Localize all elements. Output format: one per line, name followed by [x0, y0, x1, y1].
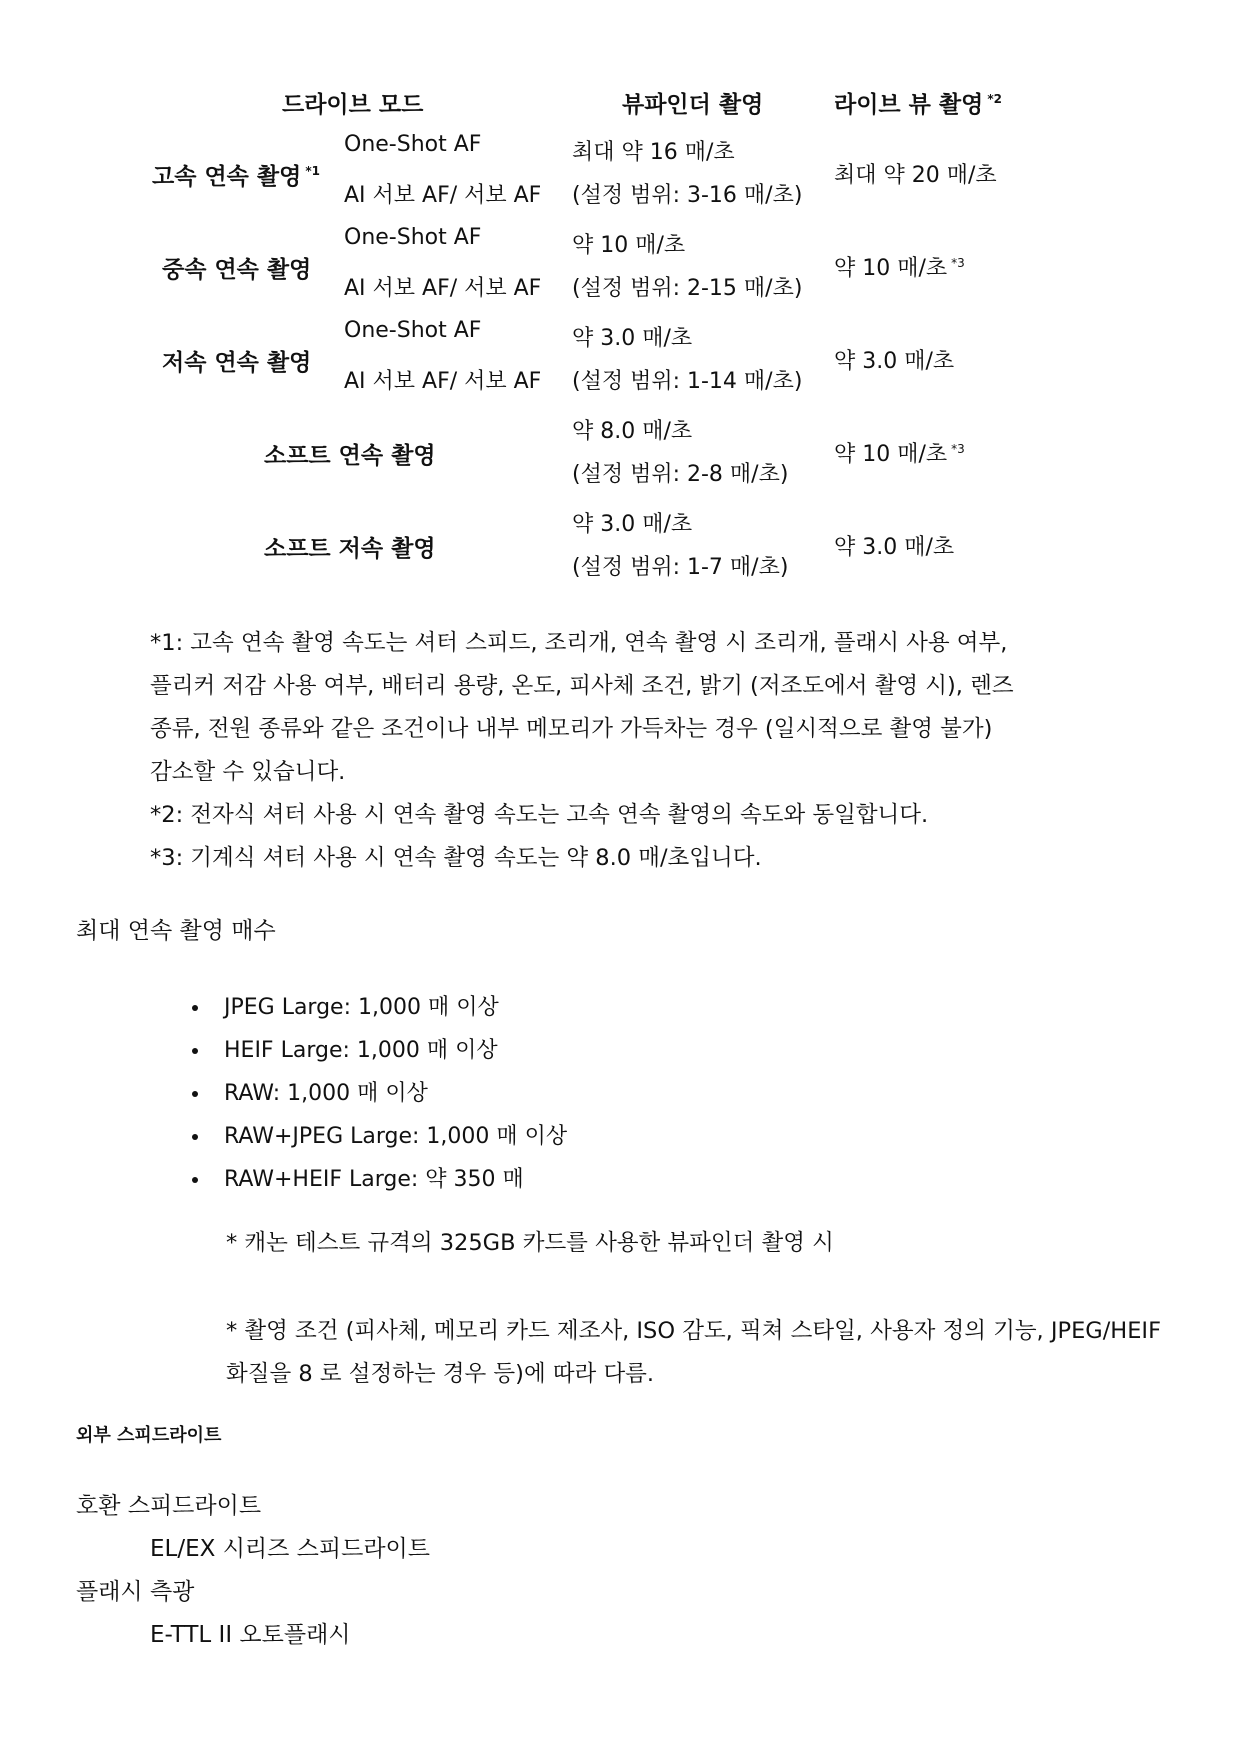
- footnote-1-line: 플리커 저감 사용 여부, 배터리 용량, 온도, 피사체 조건, 밝기 (저조도에서 촬영 시), 렌즈: [150, 673, 1014, 699]
- flash-metering-label: 플래시 측광: [76, 1579, 195, 1605]
- live-view-speed-value: 약 3.0 매/초: [834, 535, 955, 560]
- af-mode-servo: AI 서보 AF/ 서보 AF: [344, 183, 542, 208]
- footnote-mark: *1: [305, 164, 320, 179]
- list-item: JPEG Large: 1,000 매 이상: [190, 986, 567, 1029]
- af-mode-servo: AI 서보 AF/ 서보 AF: [344, 369, 542, 394]
- live-view-speed: [834, 437, 965, 468]
- viewfinder-range: (설정 범위: 2-15 매/초): [572, 276, 803, 301]
- list-item: RAW: 1,000 매 이상: [190, 1072, 567, 1115]
- footnote-2: *2: 전자식 셔터 사용 시 연속 촬영 속도는 고속 연속 촬영의 속도와 동일합니다.: [150, 802, 929, 828]
- af-mode-one-shot: One-Shot AF: [344, 225, 482, 250]
- af-mode-one-shot: One-Shot AF: [344, 132, 482, 157]
- compat-speedlite-label: 호환 스피드라이트: [76, 1493, 262, 1519]
- list-item: HEIF Large: 1,000 매 이상: [190, 1029, 567, 1072]
- drive-mode-name: 소프트 저속 촬영: [264, 536, 436, 562]
- drive-mode-name: 저속 연속 촬영: [162, 350, 312, 376]
- live-view-speed-value: 최대 약 20 매/초: [834, 163, 997, 188]
- header-viewfinder: 뷰파인더 촬영: [622, 92, 764, 118]
- drive-mode-label: [162, 251, 315, 284]
- viewfinder-range: (설정 범위: 3-16 매/초): [572, 183, 803, 208]
- speedlite-heading: 외부 스피드라이트: [76, 1425, 222, 1446]
- viewfinder-speed: 약 10 매/초: [572, 233, 686, 258]
- viewfinder-range: (설정 범위: 1-14 매/초): [572, 369, 803, 394]
- header-drive-mode: 드라이브 모드: [282, 92, 424, 118]
- live-view-speed-value: 약 10 매/초: [834, 256, 948, 281]
- live-view-speed: [834, 344, 958, 375]
- footnotes: [150, 622, 1150, 880]
- list-item: RAW+HEIF Large: 약 350 매: [190, 1158, 567, 1201]
- viewfinder-speed: 약 3.0 매/초: [572, 326, 693, 351]
- footnote-mark: *2: [987, 92, 1002, 107]
- live-view-speed-value: 약 10 매/초: [834, 442, 948, 467]
- compat-speedlite-value: EL/EX 시리즈 스피드라이트: [150, 1536, 430, 1562]
- viewfinder-speed: 약 3.0 매/초: [572, 512, 693, 537]
- footnote-mark: *3: [951, 255, 965, 270]
- drive-mode-label: [152, 158, 320, 191]
- live-view-speed: [834, 251, 965, 282]
- drive-mode-label: [162, 344, 315, 377]
- drive-mode-name: 고속 연속 촬영: [152, 164, 302, 190]
- footnote-3: *3: 기계식 셔터 사용 시 연속 촬영 속도는 약 8.0 매/초입니다.: [150, 845, 762, 871]
- live-view-speed: [834, 530, 958, 561]
- flash-metering-value: E-TTL II 오토플래시: [150, 1622, 351, 1648]
- viewfinder-speed: 약 8.0 매/초: [572, 419, 693, 444]
- footnote-mark: *3: [951, 441, 965, 456]
- footnote-1-line: 종류, 전원 종류와 같은 조건이나 내부 메모리가 가득차는 경우 (일시적으로 촬영 불가): [150, 716, 993, 742]
- viewfinder-range: (설정 범위: 2-8 매/초): [572, 462, 789, 487]
- burst-section-title: 최대 연속 촬영 매수: [76, 918, 276, 944]
- live-view-speed-value: 약 3.0 매/초: [834, 349, 955, 374]
- live-view-speed: [834, 158, 1001, 189]
- drive-mode-name: 소프트 연속 촬영: [264, 443, 436, 469]
- drive-mode-name: 중속 연속 촬영: [162, 257, 312, 283]
- footnote-1-line: 감소할 수 있습니다.: [150, 759, 346, 785]
- viewfinder-speed: 최대 약 16 매/초: [572, 140, 735, 165]
- af-mode-one-shot: One-Shot AF: [344, 318, 482, 343]
- burst-footnote-conditions: * 촬영 조건 (피사체, 메모리 카드 제조사, ISO 감도, 픽쳐 스타일, 사용자 정의 기능, JPEG/HEIF 화질을 8 로 설정하는 경우 등)에 따라 다름.: [226, 1318, 1162, 1387]
- list-item: RAW+JPEG Large: 1,000 매 이상: [190, 1115, 567, 1158]
- burst-footnote-card: * 캐논 테스트 규격의 325GB 카드를 사용한 뷰파인더 촬영 시: [226, 1230, 834, 1256]
- af-mode-servo: AI 서보 AF/ 서보 AF: [344, 276, 542, 301]
- header-live-view: [834, 86, 1002, 119]
- burst-list: [190, 986, 567, 1201]
- viewfinder-range: (설정 범위: 1-7 매/초): [572, 555, 789, 580]
- header-live-view-label: 라이브 뷰 촬영: [834, 92, 984, 118]
- footnote-1-line: *1: 고속 연속 촬영 속도는 셔터 스피드, 조리개, 연속 촬영 시 조리개, 플래시 사용 여부,: [150, 630, 1008, 656]
